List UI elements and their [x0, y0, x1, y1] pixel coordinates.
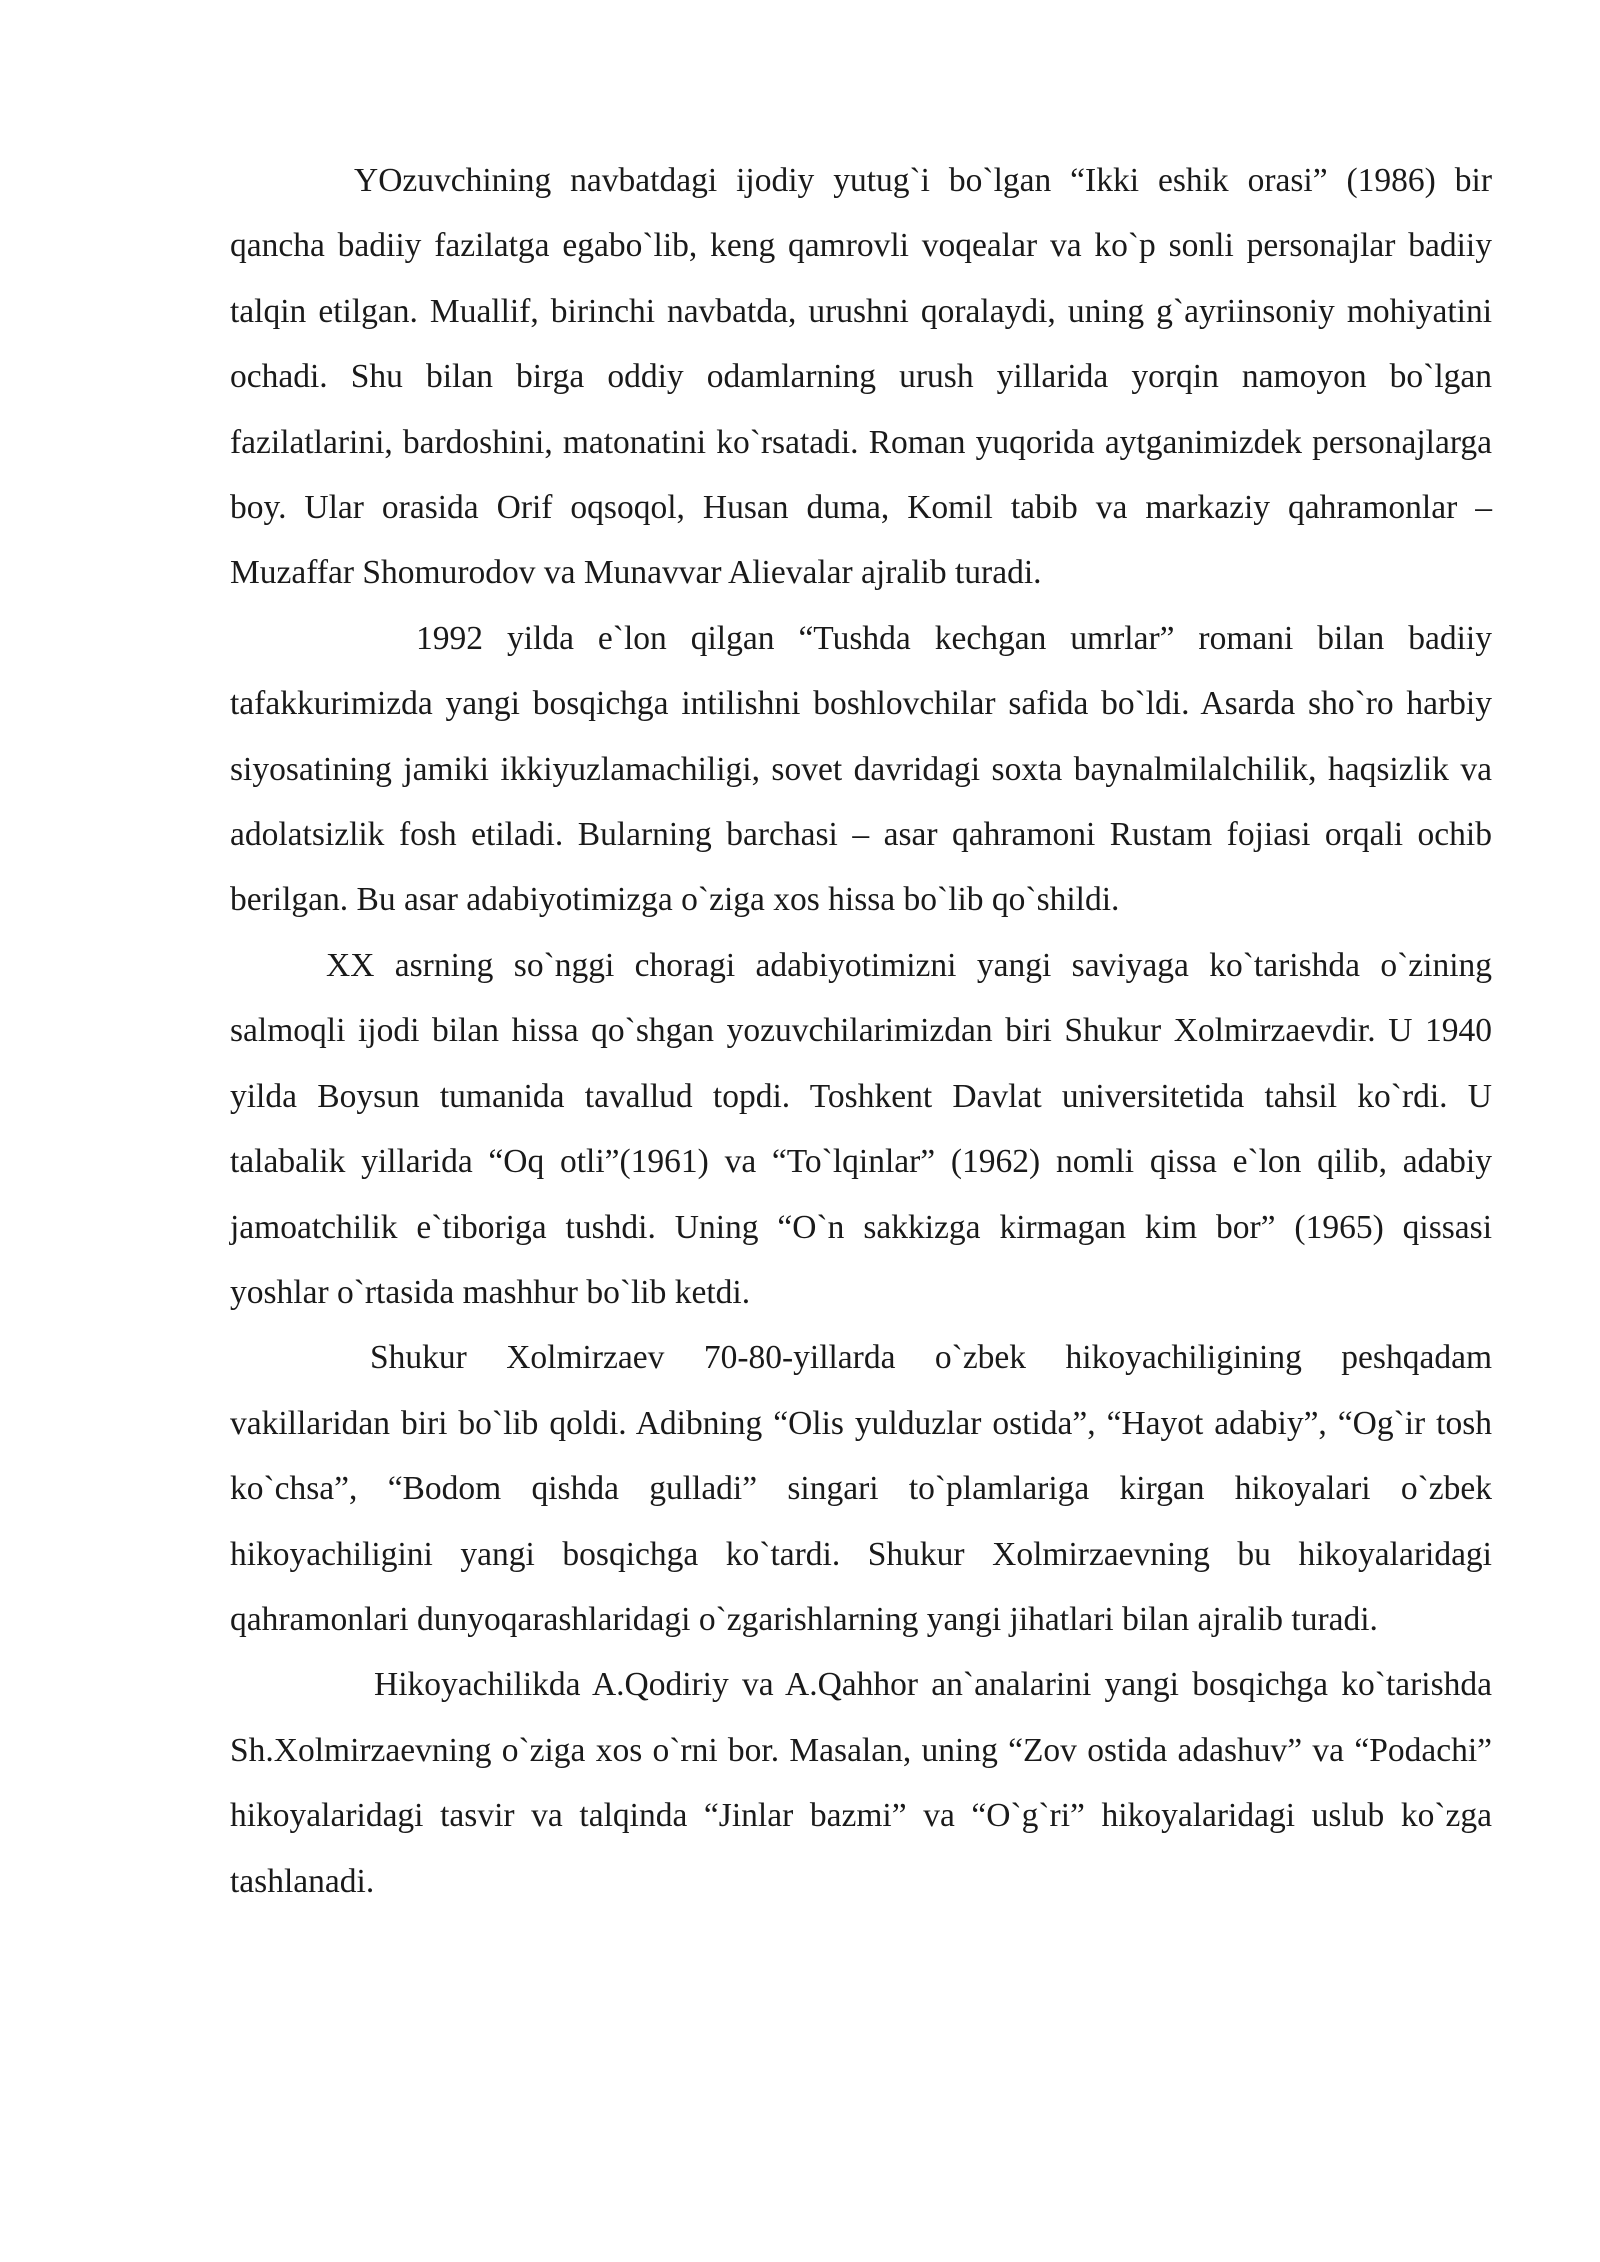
paragraph-shukur-xolmirzaev-bio: XX asrning so`nggi choragi adabiyotimizni yangi saviyaga ko`tarishda o`zining salmoqli ijodi bilan hissa qo`shgan yozuvchilarimizdan biri Shukur Xolmirzaevdir. U 1940 yilda Boysun tumanida tavallud topdi. Toshkent Davlat universitetida tahsil ko`rdi. U talabalik yillarida “Oq otli”(1961) va “To`lqinlar” (1962) nomli qissa e`lon qilib, adabiy jamoatchilik e`tiboriga tushdi. Uning “O`n sakkizga kirmagan kim bor” (1965) qissasi yoshlar o`rtasida mashhur bo`lib ketdi.	[230, 946, 1492, 1311]
paragraph-tushda-kechgan-umrlar: 1992 yilda e`lon qilgan “Tushda kechgan umrlar” romani bilan badiiy tafakkurimizda yangi bosqichga intilishni boshlovchilar safida bo`ldi. Asarda sho`ro harbiy siyosatining jamiki ikkiyuzlamachiligi, sovet davridagi soxta baynalmilalchilik, haqsizlik va adolatsizlik fosh etiladi. Bularning barchasi – asar qahramoni Rustam fojiasi orqali ochib berilgan. Bu asar adabiyotimizga o`ziga xos hissa bo`lib qo`shildi.	[230, 619, 1492, 919]
paragraph-ikki-eshik-orasi: YOzuvchining navbatdagi ijodiy yutug`i bo`lgan “Ikki eshik orasi” (1986) bir qancha badiiy fazilatga egabo`lib, keng qamrovli voqealar va ko`p sonli personajlar badiiy talqin etilgan. Muallif, birinchi navbatda, urushni qoralaydi, uning g`ayriinsoniy mohiyatini ochadi. Shu bilan birga oddiy odamlarning urush yillarida yorqin namoyon bo`lgan fazilatlarini, bardoshini, matonatini ko`rsatadi. Roman yuqorida aytganimizdek personajlarga boy. Ular orasida Orif oqsoqol, Husan duma, Komil tabib va markaziy qahramonlar – Muzaffar Shomurodov va Munavvar Alievalar ajralib turadi.	[230, 162, 1492, 592]
document-body	[230, 148, 1492, 1914]
paragraph-hikoyachilik-70-80: Shukur Xolmirzaev 70-80-yillarda o`zbek hikoyachiligining peshqadam vakillaridan biri bo`lib qoldi. Adibning “Olis yulduzlar ostida”, “Hayot adabiy”, “Og`ir tosh ko`chsa”, “Bodom qishda gulladi” singari to`plamlariga kirgan hikoyalari o`zbek hikoyachiligini yangi bosqichga ko`tardi. Shukur Xolmirzaevning bu hikoyalaridagi qahramonlari dunyoqarashlaridagi o`zgarishlarning yangi jihatlari bilan ajralib turadi.	[230, 1339, 1492, 1638]
paragraph-hikoyachilik-anana: Hikoyachilikda A.Qodiriy va A.Qahhor an`analarini yangi bosqichga ko`tarishda Sh.Xolmirzaevning o`ziga xos o`rni bor. Masalan, uning “Zov ostida adashuv” va “Podachi” hikoyalaridagi tasvir va talqinda “Jinlar bazmi” va “O`g`ri” hikoyalaridagi uslub ko`zga tashlanadi.	[230, 1666, 1492, 1900]
